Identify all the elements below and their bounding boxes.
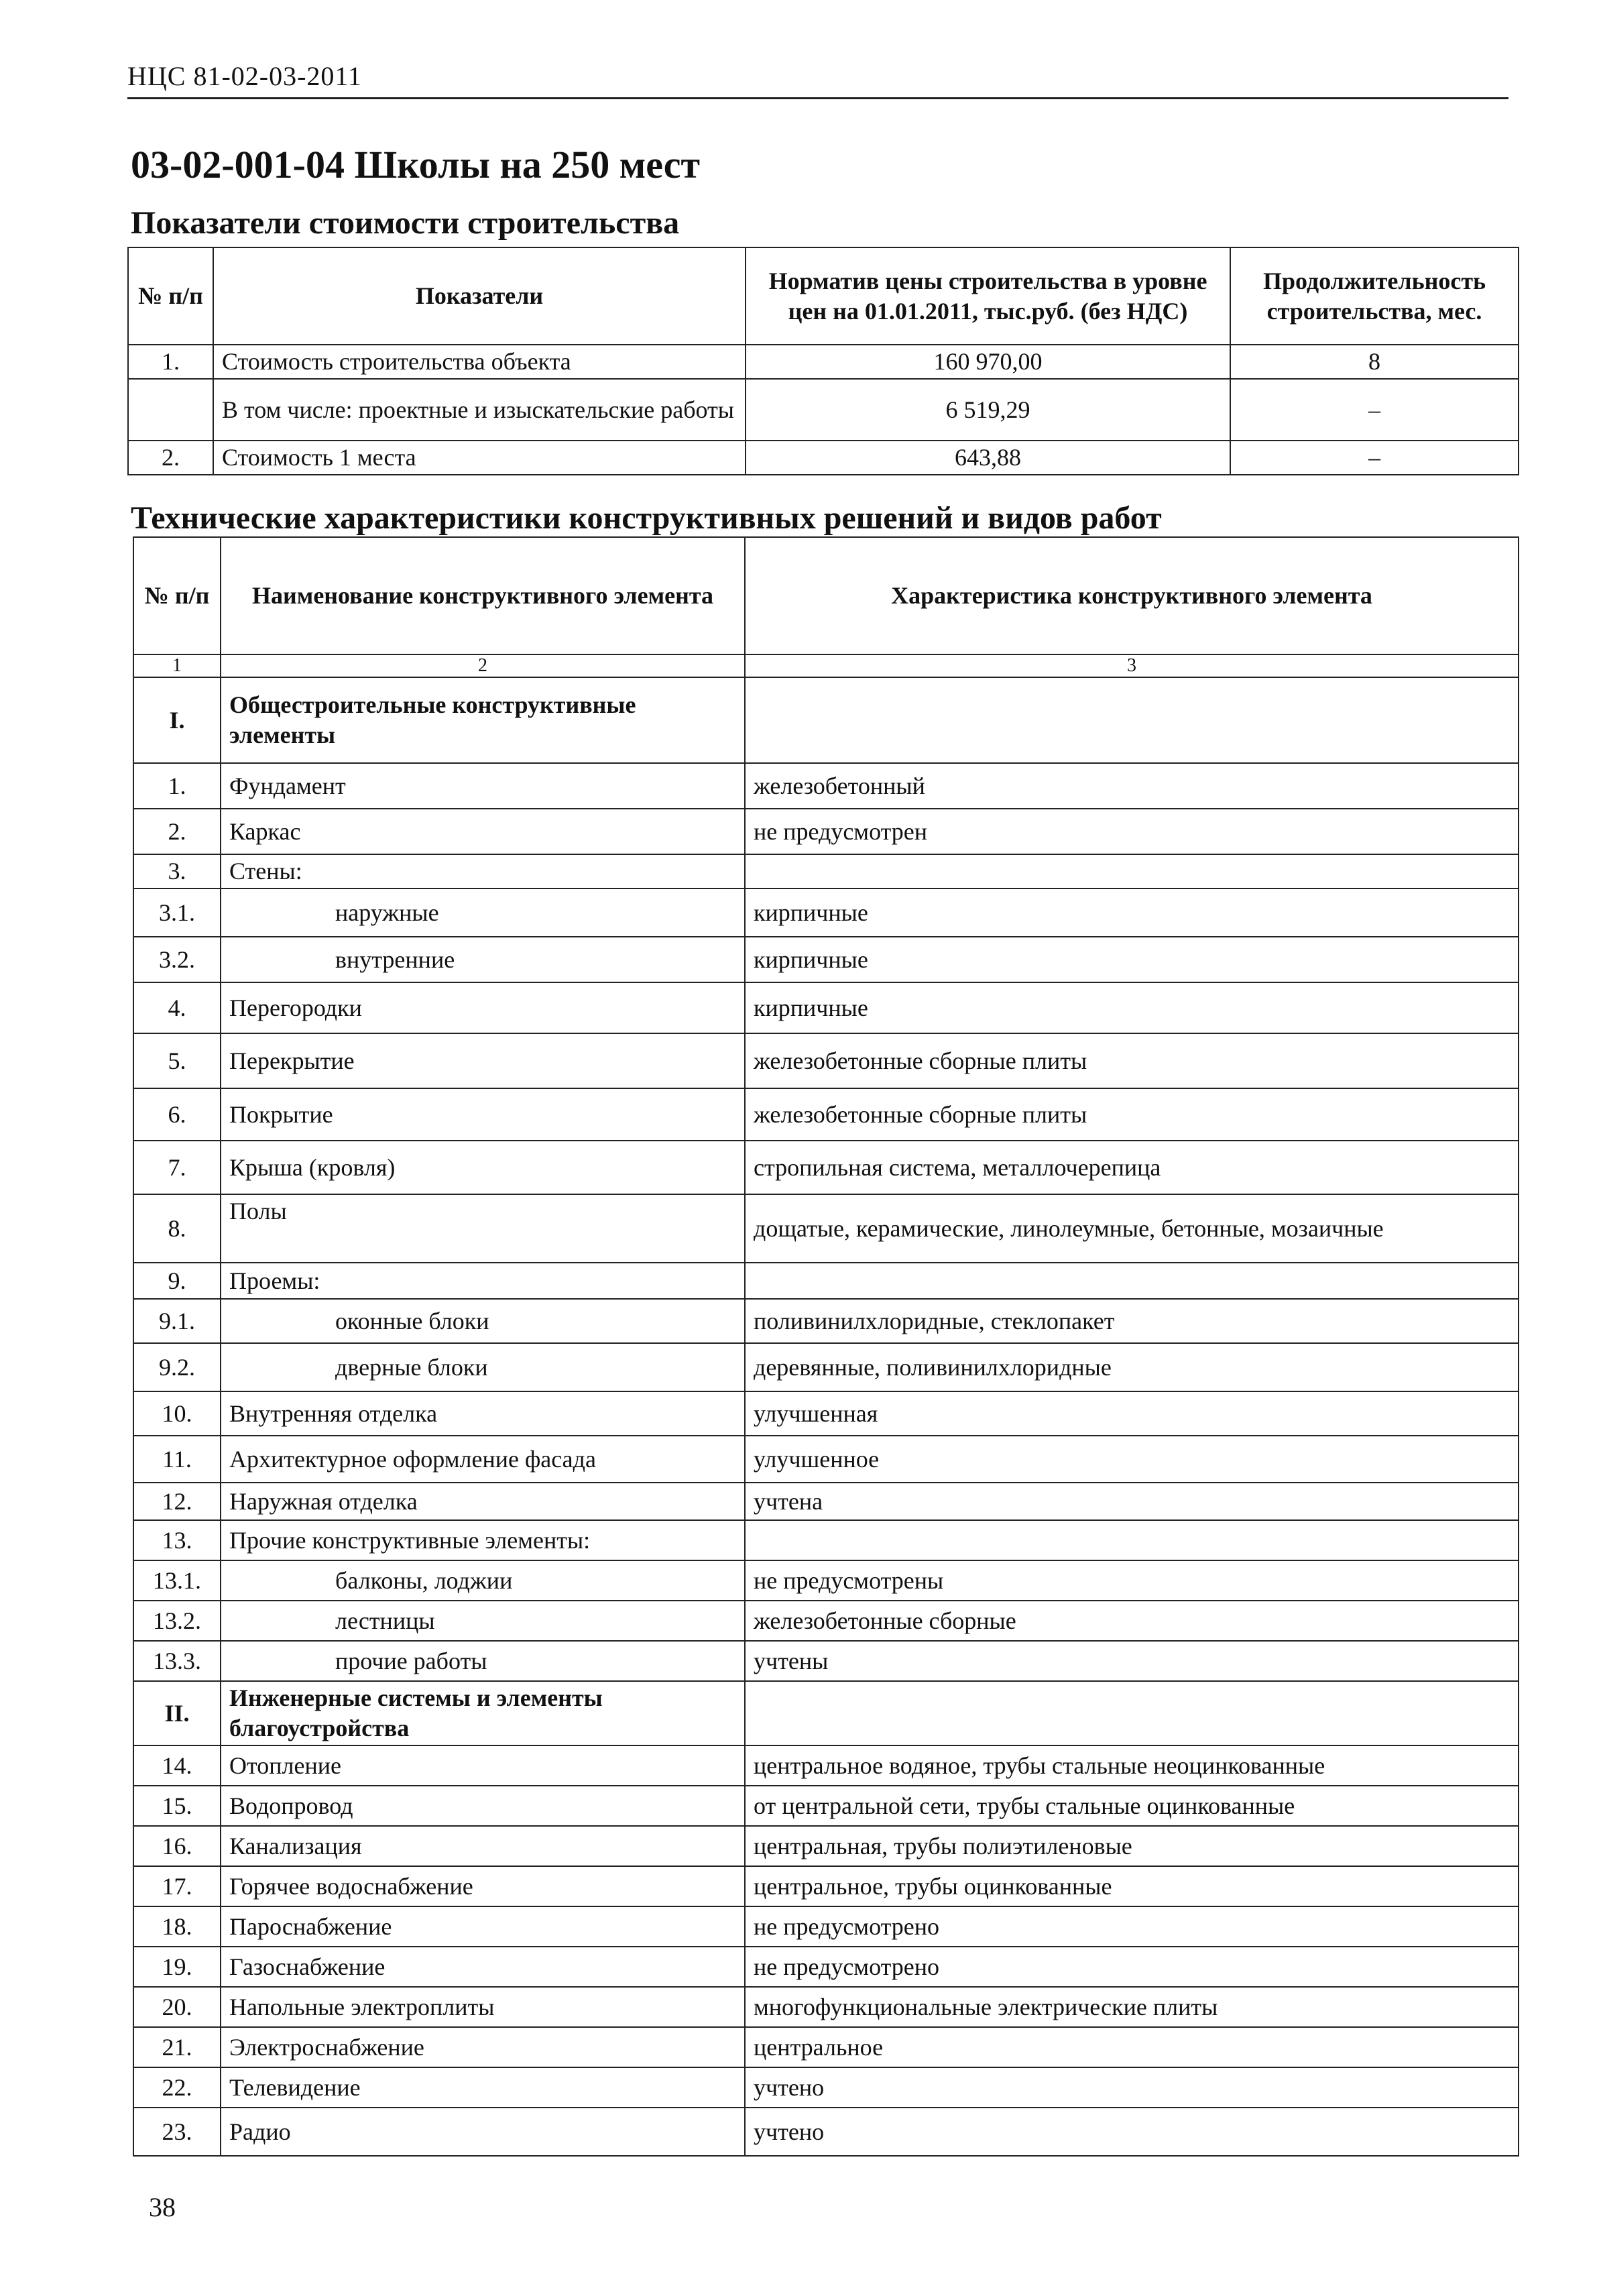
row-name: Внутренняя отделка: [221, 1391, 745, 1436]
row-num: 13.2.: [133, 1601, 221, 1641]
table-row: [133, 1520, 1519, 1560]
row-name: Каркас: [221, 809, 745, 854]
row-num: 3.: [133, 854, 221, 888]
table-row: [133, 763, 1519, 809]
row-desc: не предусмотрены: [745, 1560, 1519, 1601]
row-desc: улучшенное: [745, 1436, 1519, 1483]
row-desc: не предусмотрено: [745, 1906, 1519, 1947]
table-row: [133, 2067, 1519, 2108]
row-desc: центральное водяное, трубы стальные неоцинкованные: [745, 1745, 1519, 1786]
row-num: 14.: [133, 1745, 221, 1786]
row-name: Крыша (кровля): [221, 1141, 745, 1194]
row-name: прочие работы: [221, 1641, 745, 1681]
group-row: [133, 1681, 1519, 1745]
row-num: 13.: [133, 1520, 221, 1560]
table-row: [133, 1826, 1519, 1866]
row-num: 19.: [133, 1947, 221, 1987]
table-row: [133, 1641, 1519, 1681]
row-price: 643,88: [746, 441, 1230, 475]
row-name: Напольные электроплиты: [221, 1987, 745, 2027]
row-num: 21.: [133, 2027, 221, 2067]
row-num: 16.: [133, 1826, 221, 1866]
row-desc: [745, 1681, 1519, 1745]
column-index-row: [133, 654, 1519, 677]
row-desc: [745, 854, 1519, 888]
row-desc: учтено: [745, 2108, 1519, 2156]
row-num: 15.: [133, 1786, 221, 1826]
group-row: [133, 677, 1519, 763]
row-name: внутренние: [221, 937, 745, 982]
row-num: 22.: [133, 2067, 221, 2108]
row-num: 23.: [133, 2108, 221, 2156]
table-row: [133, 1343, 1519, 1391]
row-desc: железобетонные сборные плиты: [745, 1033, 1519, 1088]
table-row: [133, 1601, 1519, 1641]
row-num: 8.: [133, 1194, 221, 1263]
row-num: 3.1.: [133, 888, 221, 937]
row-name: Горячее водоснабжение: [221, 1866, 745, 1906]
row-num: II.: [133, 1681, 221, 1745]
row-desc: дощатые, керамические, линолеумные, бетонные, мозаичные: [745, 1194, 1519, 1263]
row-desc: деревянные, поливинилхлоридные: [745, 1343, 1519, 1391]
row-num: 12.: [133, 1483, 221, 1520]
table-row: [133, 809, 1519, 854]
row-name: Радио: [221, 2108, 745, 2156]
row-name: Телевидение: [221, 2067, 745, 2108]
tech-table: [133, 536, 1519, 2157]
row-name: Фундамент: [221, 763, 745, 809]
page-number: 38: [149, 2192, 176, 2222]
table-row: [133, 1088, 1519, 1141]
tech-table-header: [133, 537, 1519, 654]
table-row: [133, 1391, 1519, 1436]
table-row: [128, 441, 1519, 475]
row-desc: кирпичные: [745, 937, 1519, 982]
row-desc: многофункциональные электрические плиты: [745, 1987, 1519, 2027]
row-name: Пароснабжение: [221, 1906, 745, 1947]
row-num: 13.1.: [133, 1560, 221, 1601]
row-num: 1.: [128, 345, 213, 379]
row-name: оконные блоки: [221, 1299, 745, 1343]
row-num: 6.: [133, 1088, 221, 1141]
table-row: [133, 937, 1519, 982]
table-row: [133, 1906, 1519, 1947]
row-duration: 8: [1230, 345, 1519, 379]
row-num: 17.: [133, 1866, 221, 1906]
row-num: 9.2.: [133, 1343, 221, 1391]
table-row: [133, 1263, 1519, 1299]
col-index-2: 2: [221, 654, 745, 677]
table-row: [133, 1866, 1519, 1906]
row-num: 18.: [133, 1906, 221, 1947]
row-desc: не предусмотрен: [745, 809, 1519, 854]
row-num: 7.: [133, 1141, 221, 1194]
row-desc: центральная, трубы полиэтиленовые: [745, 1826, 1519, 1866]
table-row: [133, 1299, 1519, 1343]
table-row: [133, 854, 1519, 888]
row-name: Стоимость строительства объекта: [213, 345, 746, 379]
row-num: [128, 379, 213, 441]
row-name: Архитектурное оформление фасада: [221, 1436, 745, 1483]
row-desc: поливинилхлоридные, стеклопакет: [745, 1299, 1519, 1343]
row-name: Стены:: [221, 854, 745, 888]
document-code: НЦС 81-02-03-2011: [127, 61, 362, 91]
row-duration: –: [1230, 379, 1519, 441]
table-row: [133, 1483, 1519, 1520]
row-num: 2.: [128, 441, 213, 475]
row-desc: учтены: [745, 1641, 1519, 1681]
table-row: [133, 1987, 1519, 2027]
row-name: Газоснабжение: [221, 1947, 745, 1987]
row-name: Наружная отделка: [221, 1483, 745, 1520]
col-desc-header: Характеристика конструктивного элемента: [745, 537, 1519, 654]
row-num: 9.1.: [133, 1299, 221, 1343]
row-num: 20.: [133, 1987, 221, 2027]
row-num: 2.: [133, 809, 221, 854]
row-desc: центральное, трубы оцинкованные: [745, 1866, 1519, 1906]
row-desc: улучшенная: [745, 1391, 1519, 1436]
row-name: лестницы: [221, 1601, 745, 1641]
row-name: балконы, лоджии: [221, 1560, 745, 1601]
row-name: Перекрытие: [221, 1033, 745, 1088]
row-num: 11.: [133, 1436, 221, 1483]
table-row: [133, 1786, 1519, 1826]
row-desc: не предусмотрено: [745, 1947, 1519, 1987]
table-row: [133, 2027, 1519, 2067]
row-name: Общестроительные конструктивные элементы: [221, 677, 745, 763]
table-row: [133, 1560, 1519, 1601]
row-name: Водопровод: [221, 1786, 745, 1826]
table-row: [128, 379, 1519, 441]
row-desc: стропильная система, металлочерепица: [745, 1141, 1519, 1194]
row-desc: учтено: [745, 2067, 1519, 2108]
row-name: Прочие конструктивные элементы:: [221, 1520, 745, 1560]
table-row: [133, 1141, 1519, 1194]
header-rule: [127, 97, 1508, 99]
row-desc: [745, 677, 1519, 763]
row-name: дверные блоки: [221, 1343, 745, 1391]
row-name: Канализация: [221, 1826, 745, 1866]
col-name-header: Наименование конструктивного элемента: [221, 537, 745, 654]
row-num: 5.: [133, 1033, 221, 1088]
row-name: В том числе: проектные и изыскательские работы: [213, 379, 746, 441]
row-desc: центральное: [745, 2027, 1519, 2067]
row-num: 4.: [133, 982, 221, 1033]
row-desc: учтена: [745, 1483, 1519, 1520]
col-index-1: 1: [133, 654, 221, 677]
row-name: Полы: [221, 1194, 745, 1263]
row-num: I.: [133, 677, 221, 763]
table-row: [133, 1033, 1519, 1088]
page-title: 03-02-001-04 Школы на 250 мест: [131, 143, 700, 186]
row-name: Покрытие: [221, 1088, 745, 1141]
table-row: [133, 1745, 1519, 1786]
table-row: [133, 888, 1519, 937]
row-name: Проемы:: [221, 1263, 745, 1299]
row-num: 1.: [133, 763, 221, 809]
row-num: 13.3.: [133, 1641, 221, 1681]
table-row: [133, 2108, 1519, 2156]
row-desc: кирпичные: [745, 888, 1519, 937]
row-desc: [745, 1263, 1519, 1299]
row-desc: от центральной сети, трубы стальные оцинкованные: [745, 1786, 1519, 1826]
col-price-header: Норматив цены строительства в уровне цен на 01.01.2011, тыс.руб. (без НДС): [746, 247, 1230, 345]
table-row: [128, 345, 1519, 379]
tech-section-heading: Технические характеристики конструктивных решений и видов работ: [131, 500, 1162, 536]
row-num: 3.2.: [133, 937, 221, 982]
row-num: 10.: [133, 1391, 221, 1436]
row-name: Отопление: [221, 1745, 745, 1786]
table-row: [133, 1194, 1519, 1263]
cost-table-header: [128, 247, 1519, 345]
row-desc: железобетонные сборные: [745, 1601, 1519, 1641]
col-num-header: № п/п: [133, 537, 221, 654]
cost-table: [127, 247, 1519, 475]
row-name: Инженерные системы и элементы благоустройства: [221, 1681, 745, 1745]
row-name: Стоимость 1 места: [213, 441, 746, 475]
row-desc: железобетонные сборные плиты: [745, 1088, 1519, 1141]
col-index-3: 3: [745, 654, 1519, 677]
cost-section-heading: Показатели стоимости строительства: [131, 205, 680, 241]
row-desc: кирпичные: [745, 982, 1519, 1033]
col-num-header: № п/п: [128, 247, 213, 345]
row-desc: [745, 1520, 1519, 1560]
table-row: [133, 1947, 1519, 1987]
row-num: 9.: [133, 1263, 221, 1299]
row-name: Электроснабжение: [221, 2027, 745, 2067]
col-duration-header: Продолжительность строительства, мес.: [1230, 247, 1519, 345]
table-row: [133, 1436, 1519, 1483]
row-desc: железобетонный: [745, 763, 1519, 809]
row-duration: –: [1230, 441, 1519, 475]
table-row: [133, 982, 1519, 1033]
row-price: 160 970,00: [746, 345, 1230, 379]
row-name: наружные: [221, 888, 745, 937]
row-price: 6 519,29: [746, 379, 1230, 441]
col-indicator-header: Показатели: [213, 247, 746, 345]
row-name: Перегородки: [221, 982, 745, 1033]
